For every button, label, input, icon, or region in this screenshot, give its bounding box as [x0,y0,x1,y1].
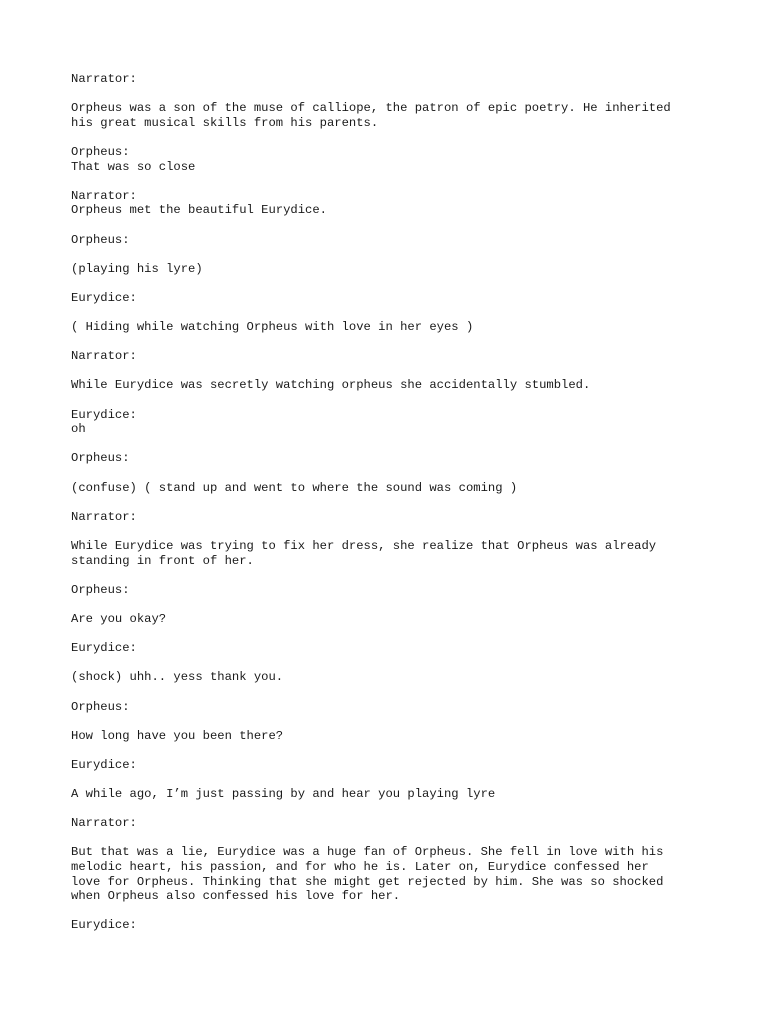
dialogue-text: That was so close [71,159,196,174]
dialogue-text: How long have you been there? [71,728,284,743]
speaker-label: Narrator: [71,72,137,86]
narration-text: While Eurydice was trying to fix her dress, she realize that Orpheus was already [71,539,657,553]
narration-text: Orpheus met the beautiful Eurydice. [71,203,327,218]
speaker-label: Narrator: [71,816,137,831]
narration-text: love for Orpheus. Thinking that she might get rejected by him. She was so shocked [71,874,664,889]
stage-direction: (playing his lyre) [71,261,203,276]
speaker-label: Orpheus: [71,582,130,597]
narration-text: his great musical skills from his parents. [71,115,379,130]
speaker-label: Eurydice: [71,757,137,772]
narration-text: Orpheus was a son of the muse of calliope, the patron of epic poetry. He inherited [71,101,671,116]
narration-text: melodic heart, his passion, and for who he is. Later on, Eurydice confessed her [71,860,649,875]
narration-text: While Eurydice was secretly watching orpheus she accidentally stumbled. [71,378,591,393]
speaker-label: Eurydice: [71,407,137,422]
speaker-label: Orpheus: [71,451,130,466]
speaker-label: Orpheus: [71,699,130,714]
speaker-label: Narrator: [71,509,137,524]
stage-direction: (confuse) ( stand up and went to where the sound was coming ) [71,480,518,495]
speaker-label: Narrator: [71,349,137,364]
dialogue-text: A while ago, I’m just passing by and hear you playing lyre [71,787,496,802]
narration-text: when Orpheus also confessed his love for her. [71,889,401,904]
dialogue-text: oh [71,422,86,437]
stage-direction: ( Hiding while watching Orpheus with love in her eyes ) [71,320,474,335]
narration-text: standing in front of her. [71,553,254,568]
script-page [71,72,711,933]
speaker-label: Eurydice: [71,290,137,305]
speaker-label: Orpheus: [71,144,130,159]
speaker-label: Orpheus: [71,232,130,247]
dialogue-text: (shock) uhh.. yess thank you. [71,670,284,685]
speaker-label: Eurydice: [71,918,137,933]
speaker-label: Eurydice: [71,641,137,656]
dialogue-text: Are you okay? [71,611,167,626]
speaker-label: Narrator: [71,188,137,203]
narration-text: But that was a lie, Eurydice was a huge fan of Orpheus. She fell in love with his [71,845,664,860]
